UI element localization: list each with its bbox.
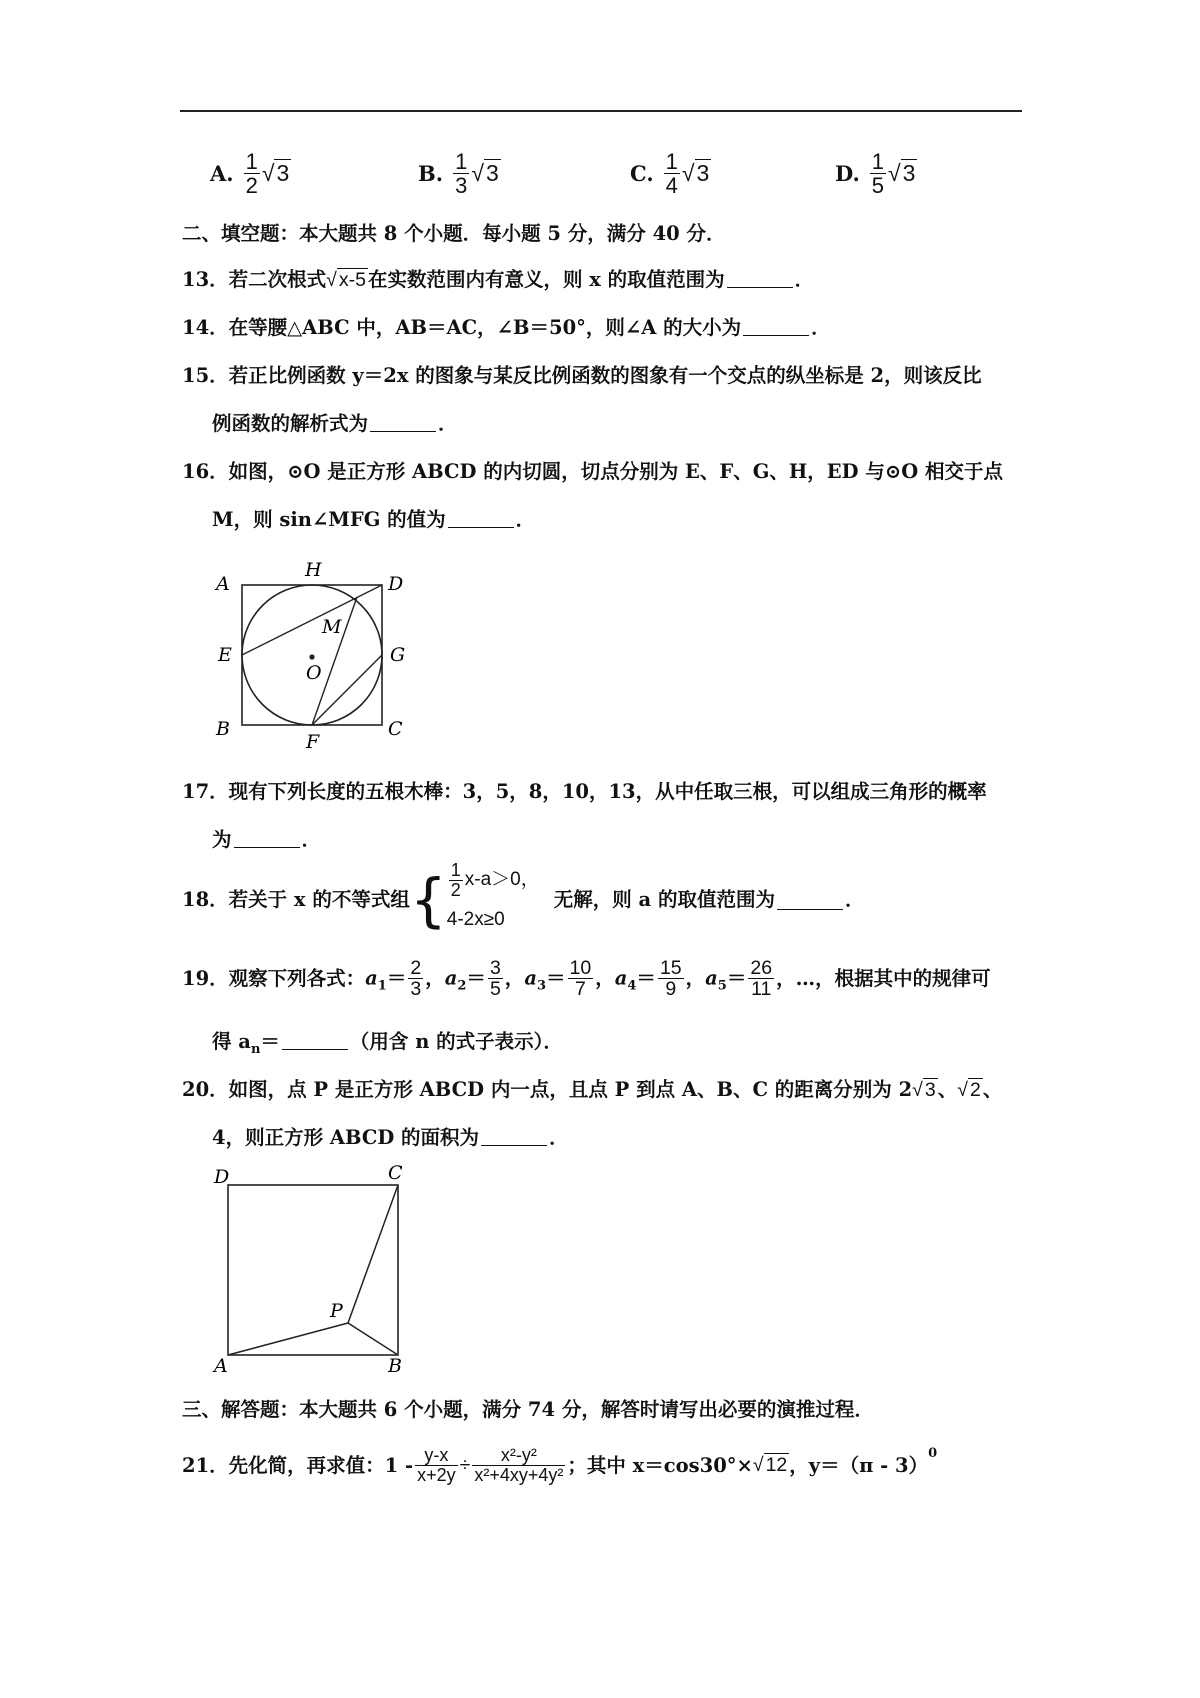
label-a: A bbox=[214, 1355, 228, 1375]
question-15-line-1: 15．若正比例函数 y＝2x 的图象与某反比例函数的图象有一个交点的纵坐标是 2，则该反比 bbox=[182, 364, 982, 387]
figure-16-square-incircle bbox=[210, 555, 430, 755]
label-b: B bbox=[388, 1355, 402, 1375]
question-21: 21． 先化简，再求值：1 - $\frac{y-x}{x+2y}$ ÷ $\frac{\text{x²-y²}}{\text{x²+4xy+4y²}}$ ；其中 x＝cos30°× √ 12 ，y＝（π - 3） $^0$ bbox=[182, 1445, 938, 1485]
header-rule bbox=[180, 110, 1022, 112]
question-18: 18． 若关于 x 的不等式组 { $\frac{1}{2}$ x-a＞0， 4-2x≥0 无解，则 a 的取值范围为 ． bbox=[182, 860, 864, 940]
answer-blank bbox=[481, 1127, 547, 1146]
label-e: E bbox=[218, 644, 232, 666]
answer-blank bbox=[777, 891, 843, 910]
system-brace: { bbox=[409, 866, 447, 934]
answer-blank bbox=[370, 413, 436, 432]
label-c: C bbox=[388, 718, 403, 740]
question-13: 13．若二次根式√ x-5 在实数范围内有意义，则 x 的取值范围为 ． bbox=[182, 268, 815, 291]
label-p: P bbox=[330, 1300, 343, 1322]
question-17-line-1: 17．现有下列长度的五根木棒：3，5，8，10，13，从中任取三根，可以组成三角形的概率 bbox=[182, 780, 987, 803]
section-3-heading: 三、解答题：本大题共 6 个小题，满分 74 分，解答时请写出必要的演推过程． bbox=[182, 1398, 874, 1421]
label-c: C bbox=[388, 1165, 403, 1184]
label-d: D bbox=[388, 573, 404, 595]
label-h: H bbox=[305, 559, 322, 581]
answer-blank bbox=[448, 509, 514, 528]
section-2-heading: 二、填空题：本大题共 8 个小题．每小题 5 分，满分 40 分． bbox=[182, 222, 726, 245]
label-a: A bbox=[216, 573, 230, 595]
figure-20-square-point-p bbox=[210, 1165, 420, 1375]
question-15-line-2: 例函数的解析式为 ． bbox=[212, 412, 458, 435]
answer-blank bbox=[743, 317, 809, 336]
question-16-line-1: 16．如图，⊙O 是正方形 ABCD 的内切圆，切点分别为 E、F、G、H，ED 与⊙O 相交于点 bbox=[182, 460, 1003, 483]
answer-blank bbox=[234, 829, 300, 848]
answer-blank bbox=[282, 1031, 348, 1050]
label-b: B bbox=[216, 718, 230, 740]
label-d: D bbox=[214, 1166, 230, 1188]
question-16-line-2: M，则 sin∠MFG 的值为 ． bbox=[212, 508, 536, 531]
question-19-line-1: 19． 观察下列各式： $a_1=$ $\frac{2}{3}$ ， $a_2=$ $\frac{3}{5}$ ， $a_3=$ $\frac{10}{7}$ ， $a_4=$ $\frac{15}{9}$ ， $a_5=$ $\frac{26}{11}$ ，…，根据其中的规律可 bbox=[182, 957, 991, 1001]
question-14: 14．在等腰△ABC 中，AB＝AC，∠B＝50°，则∠A 的大小为 ． bbox=[182, 316, 831, 339]
inequality-system: $\frac{1}{2}$ x-a＞0， 4-2x≥0 bbox=[446, 859, 540, 930]
label-f: F bbox=[306, 731, 320, 753]
option-c: C. $\frac{1}{4}$ √3 bbox=[630, 149, 710, 199]
question-20-line-1: 20．如图，点 P 是正方形 ABCD 内一点，且点 P 到点 A、B、C 的距离分别为 2√ 3 、√ 2 、 bbox=[182, 1078, 1003, 1101]
label-m: M bbox=[322, 616, 342, 638]
option-d: D. $\frac{1}{5}$ √3 bbox=[835, 149, 916, 199]
label-g: G bbox=[390, 644, 406, 666]
answer-blank bbox=[727, 269, 793, 288]
option-a: A. $\frac{1}{2}$ √3 bbox=[210, 149, 290, 199]
question-20-line-2: 4，则正方形 ABCD 的面积为 ． bbox=[212, 1126, 569, 1149]
option-b: B. $\frac{1}{3}$ √3 bbox=[418, 149, 499, 199]
question-19-line-2: 得 $a_n=$ （用含 n 的式子表示）． bbox=[212, 1030, 563, 1057]
question-17-line-2: 为 ． bbox=[212, 828, 322, 851]
label-o: O bbox=[306, 662, 322, 684]
